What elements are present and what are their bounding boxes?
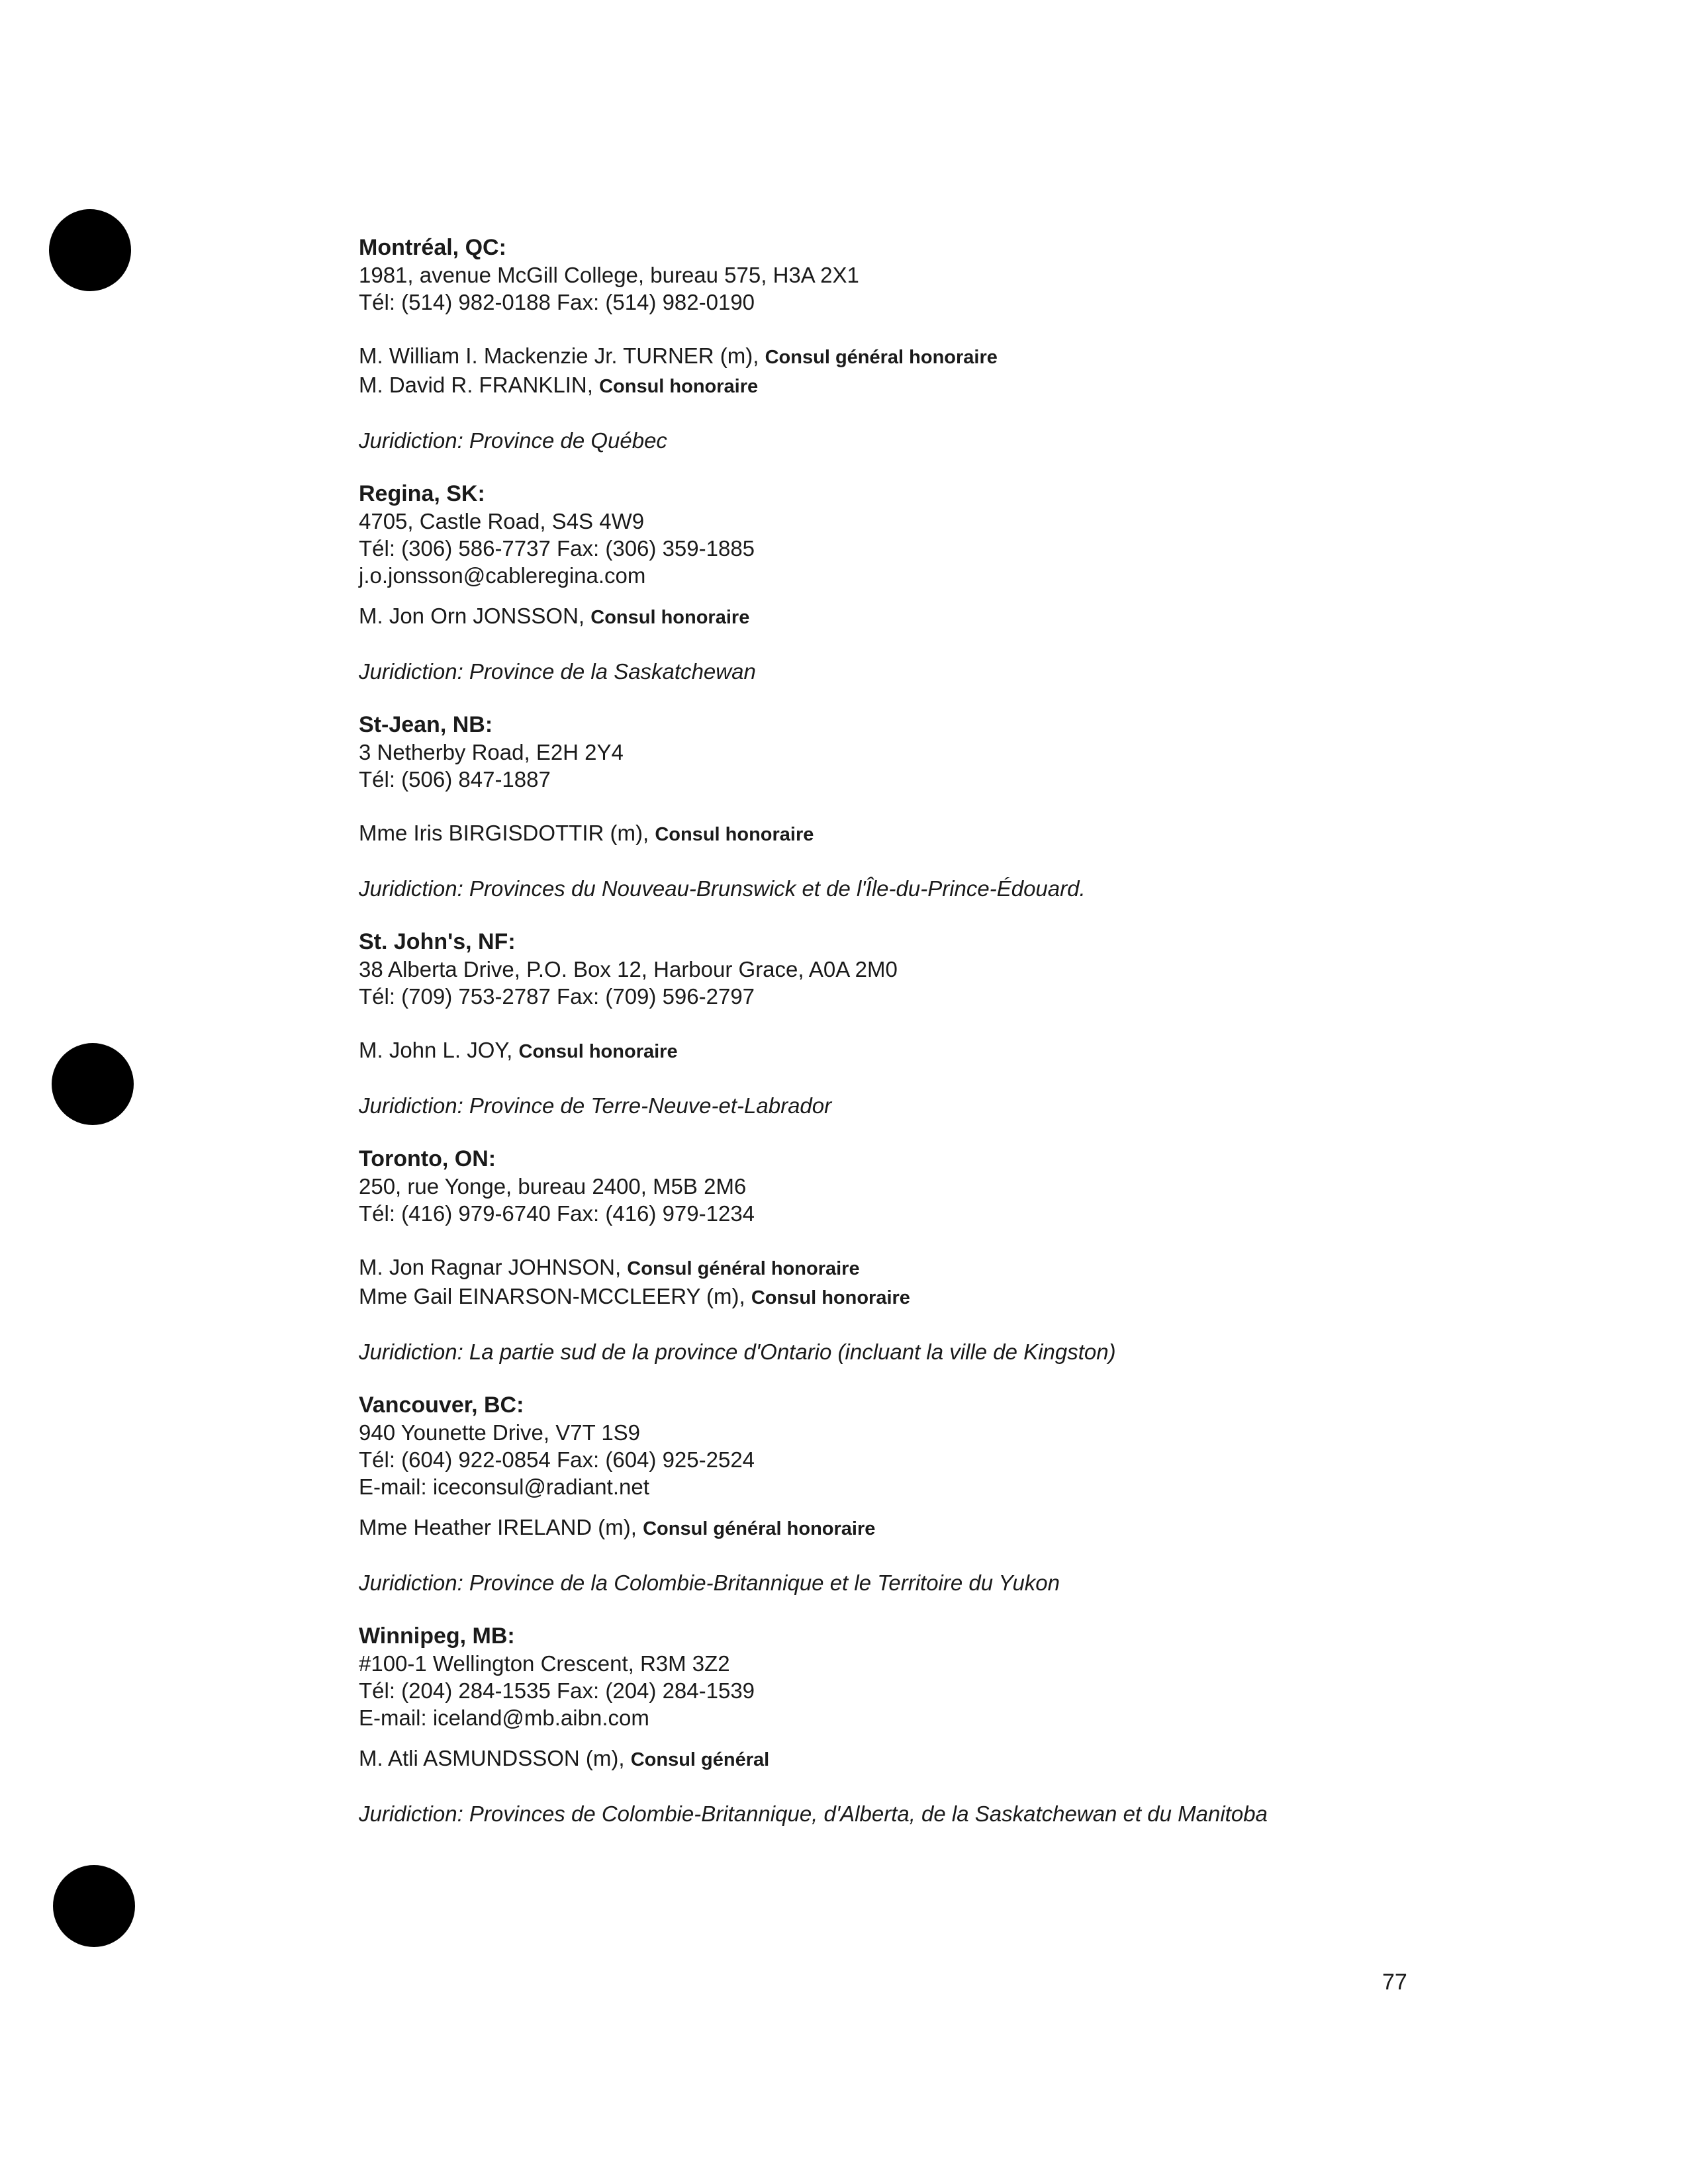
consul-line [359, 1745, 1603, 1774]
consul-name: M. Atli ASMUNDSSON (m), [359, 1746, 625, 1770]
jurisdiction-text: Juridiction: Province de la Saskatchewan [359, 659, 756, 684]
consul-role: Consul général [630, 1749, 770, 1770]
consul-name: M. David R. FRANKLIN, [359, 373, 593, 397]
city-heading: Montréal, QC: [359, 235, 506, 260]
consul-name: M. William I. Mackenzie Jr. TURNER (m), [359, 343, 759, 368]
consul-line [359, 1036, 1603, 1066]
consul-role: Consul honoraire [518, 1041, 678, 1062]
consul-line [359, 819, 1603, 848]
consul-name: M. John L. JOY, [359, 1038, 513, 1062]
phone-line: Tél: (709) 753-2787 Fax: (709) 596-2797 [359, 984, 755, 1009]
jurisdiction-text: Juridiction: Province de Québec [359, 428, 667, 453]
consul-name: Mme Gail EINARSON-MCCLEERY (m), [359, 1284, 745, 1308]
address-line: 3 Netherby Road, E2H 2Y4 [359, 740, 624, 764]
binder-punch-hole [49, 209, 131, 291]
phone-line: Tél: (204) 284-1535 Fax: (204) 284-1539 [359, 1678, 755, 1703]
consulate-listing [359, 234, 1603, 1854]
consul-name: M. Jon Orn JONSSON, [359, 604, 585, 628]
consul-name: M. Jon Ragnar JOHNSON, [359, 1255, 622, 1279]
email-line: E-mail: iceland@mb.aibn.com [359, 1706, 649, 1730]
consulate-entry-regina [359, 480, 1603, 685]
phone-line: Tél: (416) 979-6740 Fax: (416) 979-1234 [359, 1201, 755, 1226]
address-line: 38 Alberta Drive, P.O. Box 12, Harbour Grace, A0A 2M0 [359, 957, 898, 981]
phone-line: Tél: (604) 922-0854 Fax: (604) 925-2524 [359, 1447, 755, 1472]
city-heading: St. John's, NF: [359, 929, 516, 954]
phone-line: Tél: (306) 586-7737 Fax: (306) 359-1885 [359, 536, 755, 561]
consulate-entry-st-johns [359, 929, 1603, 1119]
email-line: j.o.jonsson@cableregina.com [359, 563, 646, 588]
address-line: 4705, Castle Road, S4S 4W9 [359, 509, 645, 533]
consul-line [359, 1283, 1603, 1312]
phone-line: Tél: (506) 847-1887 [359, 767, 551, 792]
consul-role: Consul honoraire [599, 376, 759, 397]
consul-line [359, 1514, 1603, 1543]
email-line: E-mail: iceconsul@radiant.net [359, 1475, 649, 1499]
jurisdiction-text: Juridiction: Provinces de Colombie-Britannique, d'Alberta, de la Saskatchewan et du Manitoba [359, 1801, 1268, 1826]
city-heading: Toronto, ON: [359, 1146, 496, 1171]
jurisdiction-text: Juridiction: La partie sud de la province d'Ontario (incluant la ville de Kingston) [359, 1340, 1116, 1364]
page-number: 77 [1382, 1970, 1407, 1995]
consul-line [359, 602, 1603, 631]
consul-role: Consul honoraire [751, 1287, 910, 1308]
city-heading: Regina, SK: [359, 481, 485, 506]
consul-line [359, 342, 1603, 371]
consulate-entry-toronto [359, 1146, 1603, 1365]
consulate-entry-vancouver [359, 1392, 1603, 1596]
consulate-entry-st-jean [359, 711, 1603, 902]
consul-role: Consul général honoraire [643, 1518, 876, 1539]
consul-name: Mme Iris BIRGISDOTTIR (m), [359, 821, 649, 845]
city-heading: St-Jean, NB: [359, 712, 493, 737]
consul-line [359, 1253, 1603, 1283]
consul-role: Consul honoraire [590, 607, 750, 628]
phone-line: Tél: (514) 982-0188 Fax: (514) 982-0190 [359, 290, 755, 314]
city-heading: Vancouver, BC: [359, 1392, 524, 1418]
jurisdiction-text: Juridiction: Province de Terre-Neuve-et-Labrador [359, 1093, 832, 1118]
city-heading: Winnipeg, MB: [359, 1623, 515, 1649]
consulate-entry-winnipeg [359, 1623, 1603, 1827]
address-line: #100-1 Wellington Crescent, R3M 3Z2 [359, 1651, 730, 1676]
binder-punch-hole [53, 1865, 135, 1947]
binder-punch-hole [52, 1043, 134, 1125]
consul-role: Consul honoraire [655, 824, 814, 845]
consul-name: Mme Heather IRELAND (m), [359, 1515, 637, 1539]
address-line: 250, rue Yonge, bureau 2400, M5B 2M6 [359, 1174, 747, 1199]
consul-role: Consul général honoraire [765, 347, 998, 368]
consul-line [359, 371, 1603, 400]
jurisdiction-text: Juridiction: Provinces du Nouveau-Brunswick et de l'Île-du-Prince-Édouard. [359, 876, 1086, 901]
consul-role: Consul général honoraire [627, 1258, 860, 1279]
consulate-entry-montreal [359, 234, 1603, 454]
jurisdiction-text: Juridiction: Province de la Colombie-Britannique et le Territoire du Yukon [359, 1570, 1060, 1595]
address-line: 940 Younette Drive, V7T 1S9 [359, 1420, 641, 1445]
address-line: 1981, avenue McGill College, bureau 575, H3A 2X1 [359, 263, 859, 287]
